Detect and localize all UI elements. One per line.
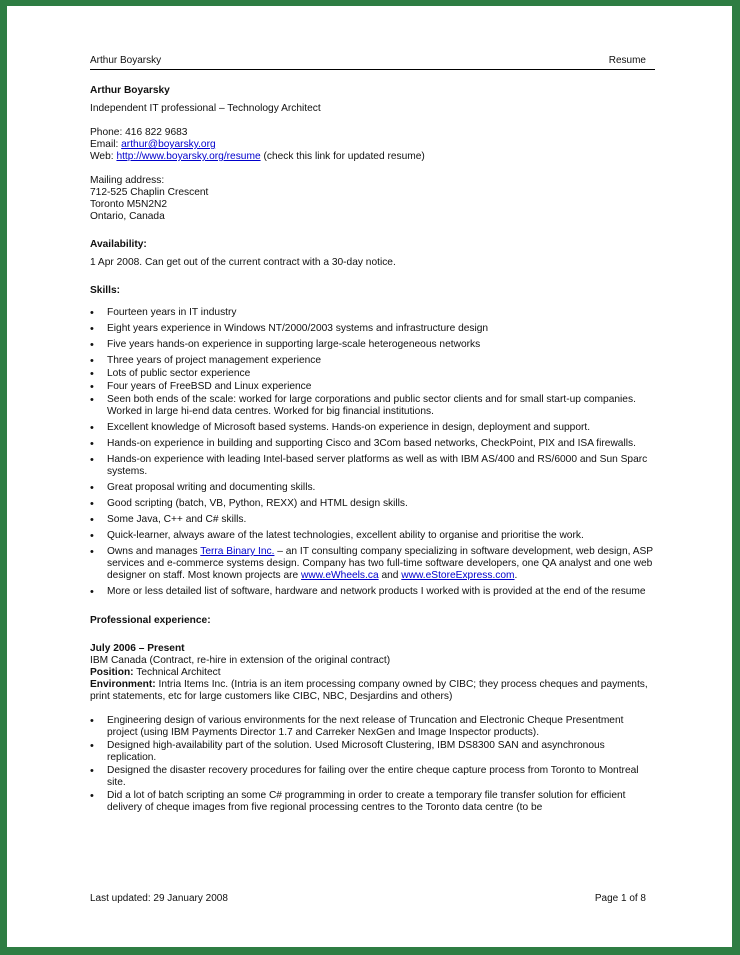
- email-line: Email: arthur@boyarsky.org: [90, 139, 216, 150]
- address-line: 712-525 Chaplin Crescent: [90, 187, 209, 198]
- ewheels-link[interactable]: www.eWheels.ca: [301, 570, 379, 581]
- list-item: • Fourteen years in IT industry: [90, 307, 654, 319]
- list-item: • Good scripting (batch, VB, Python, REXX) and HTML design skills.: [90, 498, 654, 510]
- skills-list: [90, 307, 654, 598]
- email-link[interactable]: arthur@boyarsky.org: [121, 139, 216, 150]
- web-line: Web: http://www.boyarsky.org/resume (check this link for updated resume): [90, 151, 425, 162]
- list-item: • Quick-learner, always aware of the latest technologies, excellent ability to organise and prioritise the work.: [90, 530, 654, 542]
- list-item: • Great proposal writing and documenting skills.: [90, 482, 654, 494]
- availability-text: 1 Apr 2008. Can get out of the current contract with a 30-day notice.: [90, 257, 396, 268]
- experience-heading: Professional experience:: [90, 615, 211, 626]
- tagline: Independent IT professional – Technology Architect: [90, 103, 321, 114]
- header-name: Arthur Boyarsky: [90, 55, 162, 66]
- page-number: Page 1 of 8: [594, 893, 646, 904]
- list-item: • Designed high-availability part of the solution. Used Microsoft Clustering, IBM DS8300 SAN and asynchronous replication.: [90, 740, 654, 764]
- job-company: IBM Canada (Contract, re-hire in extension of the original contract): [90, 655, 391, 666]
- list-item: • Designed the disaster recovery procedures for failing over the entire cheque capture process from Toronto to Montreal site.: [90, 765, 654, 789]
- list-item: • More or less detailed list of software, hardware and network products I worked with is provided at the end of the resume: [90, 586, 654, 598]
- header-title: Resume: [608, 55, 646, 66]
- estoreexpress-link[interactable]: www.eStoreExpress.com: [401, 570, 515, 581]
- resume-page: [7, 6, 732, 947]
- skills-heading: Skills:: [90, 285, 121, 296]
- list-item: • Seen both ends of the scale: worked for large corporations and public sector clients and for small start-up companies. Worked in large hi-end data centres. Worked for big financial institutions.: [90, 394, 654, 418]
- list-item: • Hands-on experience with leading Intel-based server platforms as well as with IBM AS/400 and RS/6000 and Sun Sparc systems.: [90, 454, 654, 478]
- experience-list: [90, 715, 654, 814]
- resume-name: Arthur Boyarsky: [90, 85, 170, 96]
- page-footer: [90, 893, 646, 904]
- job-period: July 2006 – Present: [90, 643, 185, 654]
- list-item: • Did a lot of batch scripting an some C# programming in order to create a temporary file transfer solution for efficient delivery of cheque images from five regional processing centres to the Toronto data centre (to be: [90, 790, 654, 814]
- list-item: • Three years of project management experience: [90, 355, 654, 367]
- mailing-label: Mailing address:: [90, 175, 165, 186]
- last-updated: Last updated: 29 January 2008: [90, 893, 228, 904]
- availability-heading: Availability:: [90, 239, 147, 250]
- address-line: Toronto M5N2N2: [90, 199, 168, 210]
- list-item: • Excellent knowledge of Microsoft based systems. Hands-on experience in design, deployment and support.: [90, 422, 654, 434]
- list-item: • Eight years experience in Windows NT/2000/2003 systems and infrastructure design: [90, 323, 654, 335]
- header-rule: [90, 69, 655, 70]
- resume-content: [90, 85, 654, 815]
- list-item: • Engineering design of various environments for the next release of Truncation and Electronic Cheque Presentment project (using IBM Payments Director 1.7 and Carreker NexGen and Image Inspector products).: [90, 715, 654, 739]
- job-environment: Environment: Intria Items Inc. (Intria is an item processing company owned by CIBC; they process cheques and payments, print statements, etc for large customers like CIBC, NBC, Desjardins and others): [90, 679, 648, 702]
- list-item: • Owns and manages Terra Binary Inc. – an IT consulting company specializing in software development, web design, ASP services and e-commerce systems design. Company has two full-time software developers, one QA analyst and one web designer on staff. Most known projects are www.eWheels.ca and www.eStoreExpress.com.: [90, 546, 654, 582]
- list-item: • Hands-on experience in building and supporting Cisco and 3Com based networks, CheckPoint, PIX and ISA firewalls.: [90, 438, 654, 450]
- address-line: Ontario, Canada: [90, 211, 165, 222]
- job-position: Position: Technical Architect: [90, 667, 221, 678]
- list-item: • Five years hands-on experience in supporting large-scale heterogeneous networks: [90, 339, 654, 351]
- phone: Phone: 416 822 9683: [90, 127, 188, 138]
- web-link[interactable]: http://www.boyarsky.org/resume: [116, 151, 261, 162]
- list-item: • Some Java, C++ and C# skills.: [90, 514, 654, 526]
- list-item: • Lots of public sector experience: [90, 368, 654, 380]
- list-item: • Four years of FreeBSD and Linux experience: [90, 381, 654, 393]
- terra-binary-link[interactable]: Terra Binary Inc.: [200, 546, 275, 557]
- page-header: [90, 55, 646, 66]
